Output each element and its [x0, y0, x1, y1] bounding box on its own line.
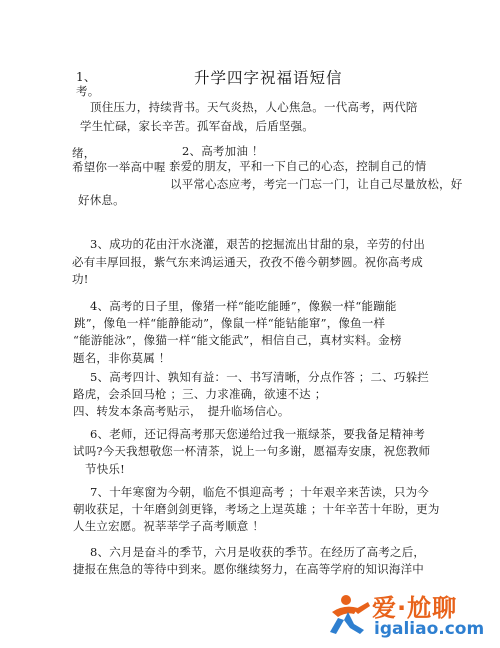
body-line: 节快乐!: [85, 462, 125, 476]
body-line: 绪，: [72, 146, 96, 160]
body-line: 6、老师，还记得高考那天您递给过我一瓶绿茶，要我备足精神考: [90, 427, 426, 441]
watermark-brand: 爱·尬聊: [372, 594, 458, 622]
body-line: 5、高考四计、孰知有益：一、书写清晰，分点作答 ；二、巧躲拦: [90, 370, 429, 384]
body-line: 希望你一举高中喔 ！: [72, 160, 182, 174]
body-line: 捷报在焦急的等待中到来。愿你继续努力，在高等学府的知识海洋中: [73, 562, 424, 576]
body-line: 朝收获足，十年磨剑剑更锋，考场之上逞英雄 ；十年辛苦十年盼，更为: [73, 502, 440, 516]
body-line: 以平常心态应考，考完一门忘一门，让自己尽量放松，好: [170, 177, 463, 191]
body-line: 题名，非你莫属 ！: [73, 351, 171, 365]
body-line: 四、转发本条高考贴示， 提升临场信心。: [73, 404, 290, 418]
page-title: 升学四字祝福语短信: [194, 69, 343, 87]
body-line: “能游能泳”，像猫一样“能文能武”，相信自己，真材实料。金榜: [73, 333, 402, 347]
body-line: 人生立宏愿。祝莘莘学子高考顺意 ！: [73, 519, 265, 533]
body-line: 顶住压力，持续背书。天气炎热，人心焦急。一代高考，两代陪: [90, 100, 418, 114]
body-line: 1、: [76, 70, 97, 84]
body-line: 亲爱的朋友，平和一下自己的心态，控制自己的情: [169, 159, 427, 173]
body-line: 功!: [72, 272, 89, 286]
watermark: [324, 588, 484, 644]
running-figure-logo-icon: [324, 590, 376, 642]
body-line: 好休息。: [78, 193, 125, 207]
body-line: 跳”，像龟一样“能静能动”，像鼠一样“能钻能窜”，像鱼一样: [74, 316, 386, 330]
body-line: 考。: [76, 84, 100, 98]
body-line: 必有丰厚回报，紫气东来鸿运通天，孜孜不倦今朝梦圆。祝你高考成: [72, 255, 423, 269]
body-line: 2、高考加油 ！: [182, 144, 264, 158]
body-line: 学生忙碌，家长辛苦。孤军奋战，后盾坚强。: [80, 119, 314, 133]
body-line: 路虎，会杀回马枪 ；三、力求准确，欲速不达 ；: [73, 387, 327, 401]
body-line: 试吗?今天我想敬您一杯清茶，说上一句多谢，愿福寿安康，祝您教师: [73, 444, 431, 458]
body-line: 4、高考的日子里，像猪一样“能吃能睡”，像猴一样“能蹦能: [90, 299, 397, 313]
body-line: 3、成功的花由汗水浇灌，艰苦的挖掘流出甘甜的泉，辛劳的付出: [90, 237, 426, 251]
watermark-url: igaliao.com: [374, 619, 485, 639]
body-line: 8、六月是奋斗的季节，六月是收获的季节。在经历了高考之后，: [90, 545, 426, 559]
body-line: 7、十年寒窗为今朝，临危不惧迎高考 ；十年艰辛来苦读，只为今: [90, 485, 429, 499]
